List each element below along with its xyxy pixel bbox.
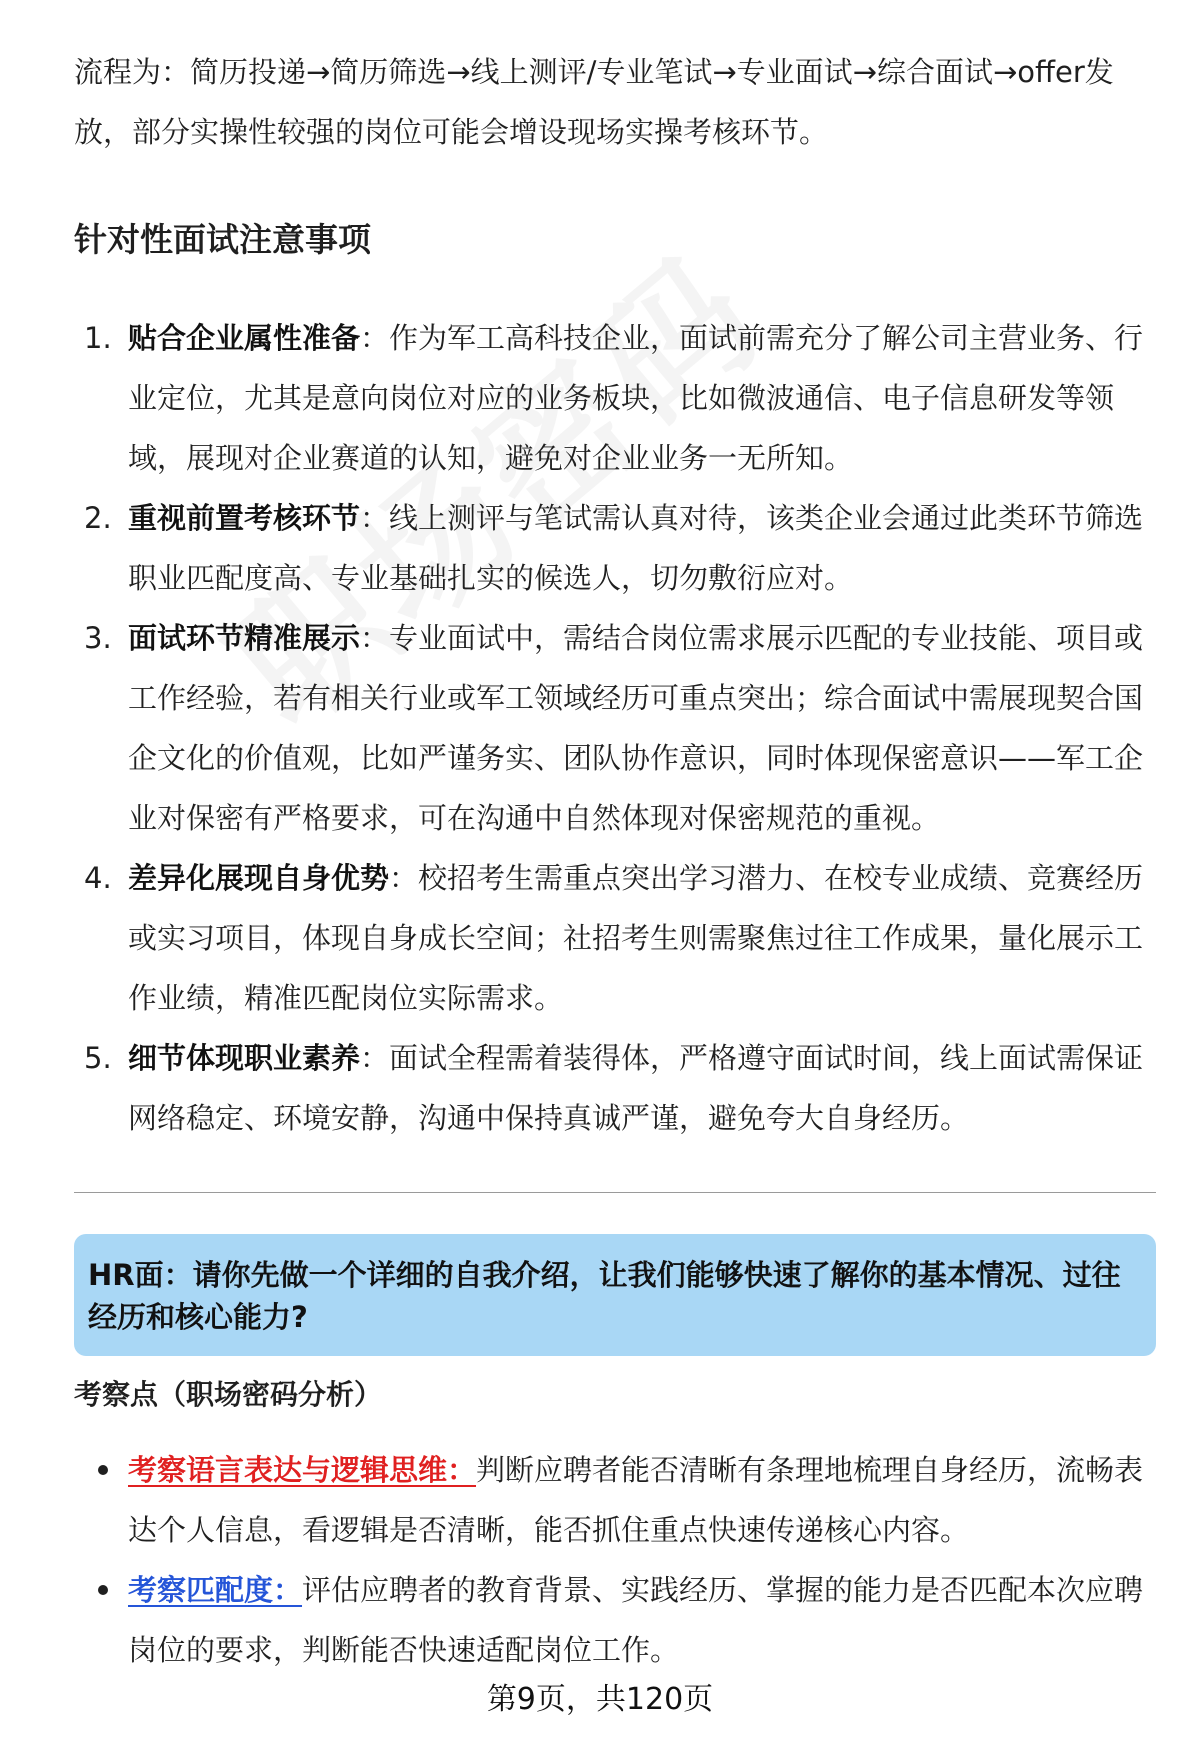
tip-item: [0, 308, 1150, 488]
tip-lead: 面试环节精准展示: [128, 621, 361, 655]
page-number: 第9页，共120页: [486, 1682, 714, 1717]
analysis-heading: 考察点（职场密码分析）: [74, 1378, 383, 1411]
tip-number: 4.: [84, 861, 112, 895]
process-paragraph: 流程为：简历投递→简历筛选→线上测评/专业笔试→专业面试→综合面试→offer发放，部分实操性较强的岗位可能会增设现场实操考核环节。: [74, 55, 1114, 149]
interview-question-box: [74, 1234, 1156, 1356]
tip-number: 5.: [84, 1041, 112, 1075]
analysis-point-lead: 考察语言表达与逻辑思维：: [128, 1453, 477, 1487]
analysis-point-lead: 考察匹配度：: [128, 1573, 303, 1607]
tip-item: [0, 848, 1150, 1028]
tip-body: ：专业面试中，需结合岗位需求展示匹配的专业技能、项目或工作经验，若有相关行业或军工领域经历可重点突出；综合面试中需展现契合国企文化的价值观，比如严谨务实、团队协作意识，同时体现保密意识——军工企业对保密有严格要求，可在沟通中自然体现对保密规范的重视。: [128, 621, 1144, 835]
interview-question: HR面：请你先做一个详细的自我介绍，让我们能够快速了解你的基本情况、过往经历和核心能力?: [88, 1258, 1121, 1334]
tip-lead: 重视前置考核环节: [128, 501, 361, 535]
tip-lead: 贴合企业属性准备: [128, 321, 361, 355]
analysis-point-body: 判断应聘者能否清晰有条理地梳理自身经历，流畅表达个人信息，看逻辑是否清晰，能否抓住重点快速传递核心内容。: [128, 1453, 1144, 1547]
tip-body: ：面试全程需着装得体，严格遵守面试时间，线上面试需保证网络稳定、环境安静，沟通中保持真诚严谨，避免夸大自身经历。: [128, 1041, 1144, 1135]
tip-body: ：校招考生需重点突出学习潜力、在校专业成绩、竞赛经历或实习项目，体现自身成长空间；社招考生则需聚焦过往工作成果，量化展示工作业绩，精准匹配岗位实际需求。: [128, 861, 1144, 1015]
analysis-point: [0, 1560, 1150, 1680]
bullet-icon: [98, 1465, 108, 1475]
tips-list: [0, 308, 1150, 1148]
analysis-point: [0, 1440, 1150, 1560]
tip-lead: 差异化展现自身优势: [128, 861, 390, 895]
bullet-icon: [98, 1585, 108, 1595]
tip-body: ：作为军工高科技企业，面试前需充分了解公司主营业务、行业定位，尤其是意向岗位对应的业务板块，比如微波通信、电子信息研发等领域，展现对企业赛道的认知，避免对企业业务一无所知。: [128, 321, 1144, 475]
tip-lead: 细节体现职业素养: [128, 1041, 361, 1075]
analysis-point-body: 评估应聘者的教育背景、实践经历、掌握的能力是否匹配本次应聘岗位的要求，判断能否快速适配岗位工作。: [128, 1573, 1144, 1667]
tip-item: [0, 1028, 1150, 1148]
tip-body: ：线上测评与笔试需认真对待，该类企业会通过此类环节筛选职业匹配度高、专业基础扎实的候选人，切勿敷衍应对。: [128, 501, 1144, 595]
tip-item: [0, 608, 1150, 848]
tip-number: 2.: [84, 501, 112, 535]
tip-item: [0, 488, 1150, 608]
section-divider: [74, 1192, 1156, 1193]
tip-number: 1.: [84, 321, 112, 355]
section-heading: 针对性面试注意事项: [74, 220, 371, 259]
analysis-points-list: [0, 1440, 1150, 1680]
tip-number: 3.: [84, 621, 112, 655]
